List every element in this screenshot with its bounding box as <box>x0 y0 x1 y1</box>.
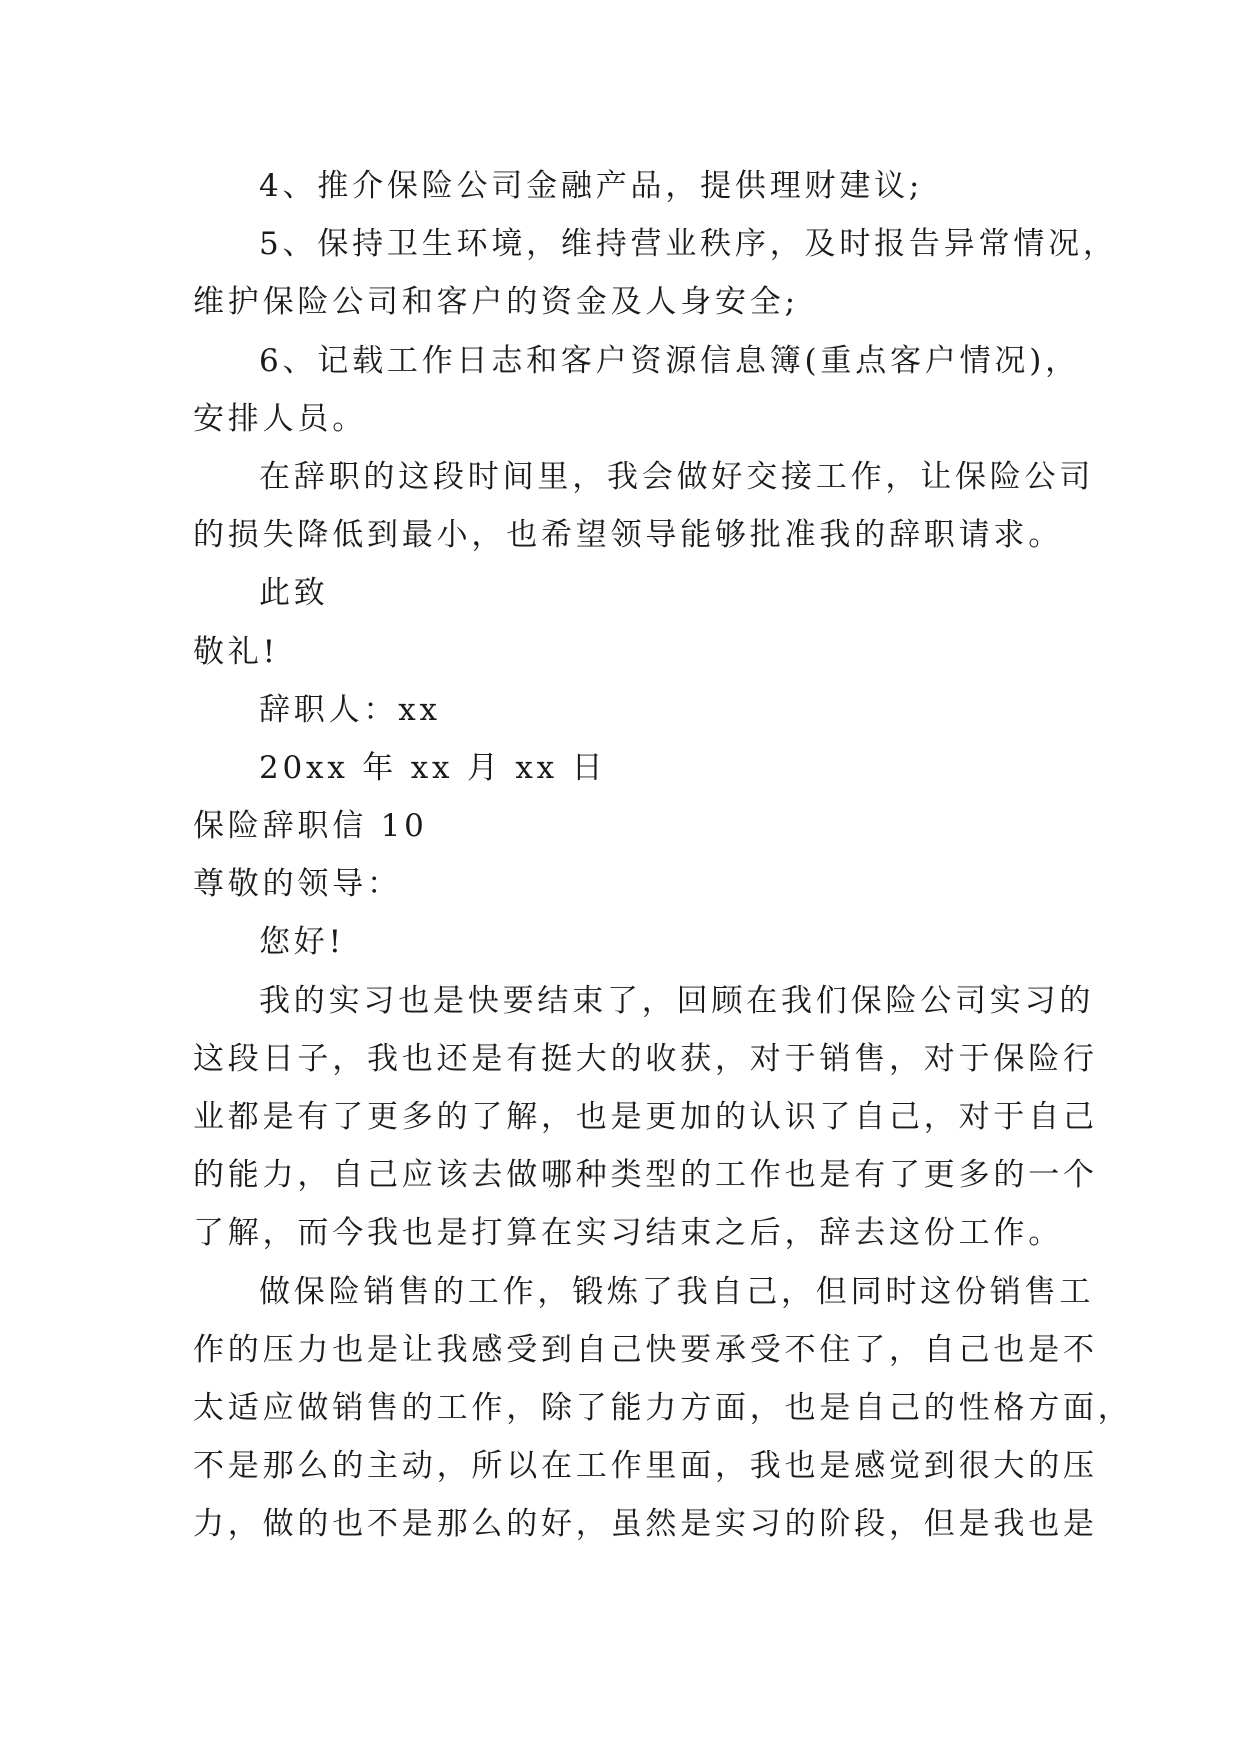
text-line: 业都是有了更多的了解，也是更加的认识了自己，对于自己 <box>193 1099 1098 1135</box>
text-line: 6、记载工作日志和客户资源信息簿(重点客户情况)， <box>259 342 1080 379</box>
text-line: 了解，而今我也是打算在实习结束之后，辞去这份工作。 <box>193 1215 1063 1252</box>
document-body <box>193 157 1133 1554</box>
text-line: 此致 <box>259 575 329 612</box>
closing-cizhi <box>193 564 1063 622</box>
text-line: 20xx 年 xx 月 xx 日 <box>259 749 607 786</box>
text-line: 作的压力也是让我感受到自己快要承受不住了，自己也是不 <box>193 1331 1098 1368</box>
paragraph-item-4 <box>193 157 1063 215</box>
text-line: 力，做的也不是那么的好，虽然是实习的阶段，但是我也是 <box>193 1506 1098 1543</box>
salutation <box>193 855 1063 913</box>
text-line: 辞职人：xx <box>259 691 441 728</box>
text-line: 的能力，自己应该去做哪种类型的工作也是有了更多的一个 <box>193 1157 1098 1194</box>
signer-line <box>193 681 1063 739</box>
section-title <box>193 797 1063 855</box>
text-line: 的损失降低到最小，也希望领导能够批准我的辞职请求。 <box>193 517 1063 554</box>
text-line: 敬礼! <box>193 633 279 670</box>
paragraph-handover <box>193 448 1095 564</box>
text-line: 尊敬的领导： <box>193 866 402 903</box>
text-line: 维护保险公司和客户的资金及人身安全; <box>193 284 799 321</box>
date-line <box>193 739 1063 797</box>
text-line: 安排人员。 <box>193 400 367 437</box>
text-line: 5、保持卫生环境，维持营业秩序，及时报告异常情况， <box>259 226 1118 263</box>
closing-jingli <box>193 623 1063 681</box>
text-line: 4、推介保险公司金融产品，提供理财建议; <box>259 168 924 204</box>
text-line: 保险辞职信 10 <box>193 808 428 845</box>
text-line: 我的实习也是快要结束了，回顾在我们保险公司实习的 <box>259 982 1095 1019</box>
paragraph-item-5 <box>193 215 1118 331</box>
text-line: 这段日子，我也还是有挺大的收获，对于销售，对于保险行 <box>193 1040 1098 1077</box>
greeting <box>193 913 1063 971</box>
text-line: 在辞职的这段时间里，我会做好交接工作，让保险公司 <box>259 458 1095 495</box>
paragraph-body-1 <box>193 972 1098 1263</box>
text-line: 不是那么的主动，所以在工作里面，我也是感觉到很大的压 <box>193 1448 1098 1485</box>
text-line: 太适应做销售的工作，除了能力方面，也是自己的性格方面， <box>193 1389 1133 1426</box>
text-line: 您好! <box>259 924 345 961</box>
text-line: 做保险销售的工作，锻炼了我自己，但同时这份销售工 <box>259 1273 1095 1310</box>
paragraph-item-6 <box>193 332 1080 448</box>
paragraph-body-2 <box>193 1263 1133 1554</box>
